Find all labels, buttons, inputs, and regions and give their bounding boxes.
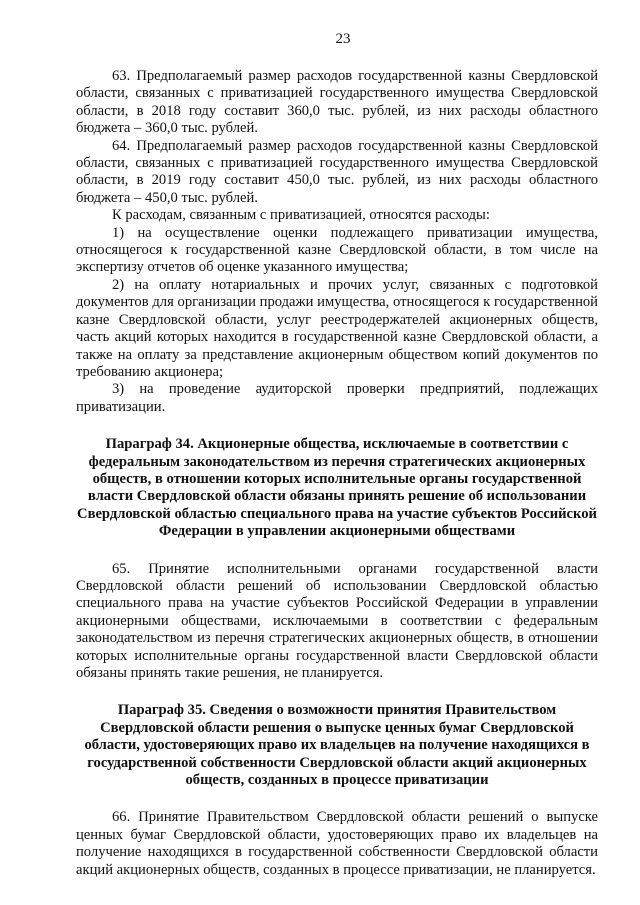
expenses-intro: К расходам, связанным с приватизацией, относятся расходы: <box>112 207 490 224</box>
paragraph-63: 63. Предполагаемый размер расходов государственной казны Свердловской области, связанных с приватизацией государственного имущества Свердловской области, в 2018 году составит 360,0 тыс. рублей, из них расходы областного бюджета – 360,0 тыс. рублей. <box>76 68 598 137</box>
section-34-heading: Параграф 34. Акционерные общества, исключаемые в соответствии с федеральным законодательством из перечня стратегических акционерных обществ, в отношении которых исполнительные органы государственной власти Свердловской области обязаны принять решение об использовании Свердловской областью специального права на участие субъектов Российской Федерации в управлении акционерными обществами <box>77 436 597 540</box>
expense-item-2: 2) на оплату нотариальных и прочих услуг, связанных с подготовкой документов для организации продажи имущества, относящегося к государственной казне Свердловской области, услуг реестродержателей акционерных обществ, часть акций которых находится в государственной казне Свердловской области, а также на оплату за представление акционерным обществом копий документов по требованию акционера; <box>76 276 598 380</box>
paragraph-66: 66. Принятие Правительством Свердловской области решений о выпуске ценных бумаг Свердловской области, удостоверяющих право их владельцев на получение находящихся в государственной собственности Свердловской области акций акционерных обществ, созданных в процессе приватизации, не планируется. <box>76 809 598 878</box>
spacer <box>76 789 598 809</box>
page-number: 23 <box>335 31 351 47</box>
expense-item-3: 3) на проведение аудиторской проверки предприятий, подлежащих приватизации. <box>76 381 598 415</box>
paragraph-64: 64. Предполагаемый размер расходов государственной казны Свердловской области, связанных с приватизацией государственного имущества Свердловской области, в 2019 году составит 450,0 тыс. рублей, из них расходы областного бюджета – 450,0 тыс. рублей. <box>76 137 598 206</box>
section-35-heading: Параграф 35. Сведения о возможности принятия Правительством Свердловской области решения о выпуске ценных бумаг Свердловской области, удостоверяющих право их владельцев на получение находящихся в государственной собственности Свердловской области акций акционерных обществ, созданных в процессе приватизации <box>84 702 590 789</box>
spacer <box>76 416 598 436</box>
paragraph-65: 65. Принятие исполнительными органами государственной власти Свердловской области решений об использовании Свердловской областью специального права на участие субъектов Российской Федерации в управлении акционерными обществами, исключаемыми в соответствии с федеральным законодательством из перечня стратегических акционерных обществ, в отношении которых исполнительные органы государственной власти Свердловской области обязаны принять такие решения, не планируется. <box>76 560 598 681</box>
spacer <box>76 541 598 561</box>
expense-item-1: 1) на осуществление оценки подлежащего приватизации имущества, относящегося к государственной казне Свердловской области, в том числе на экспертизу отчетов об оценке указанного имущества; <box>76 224 598 276</box>
spacer <box>76 682 598 702</box>
